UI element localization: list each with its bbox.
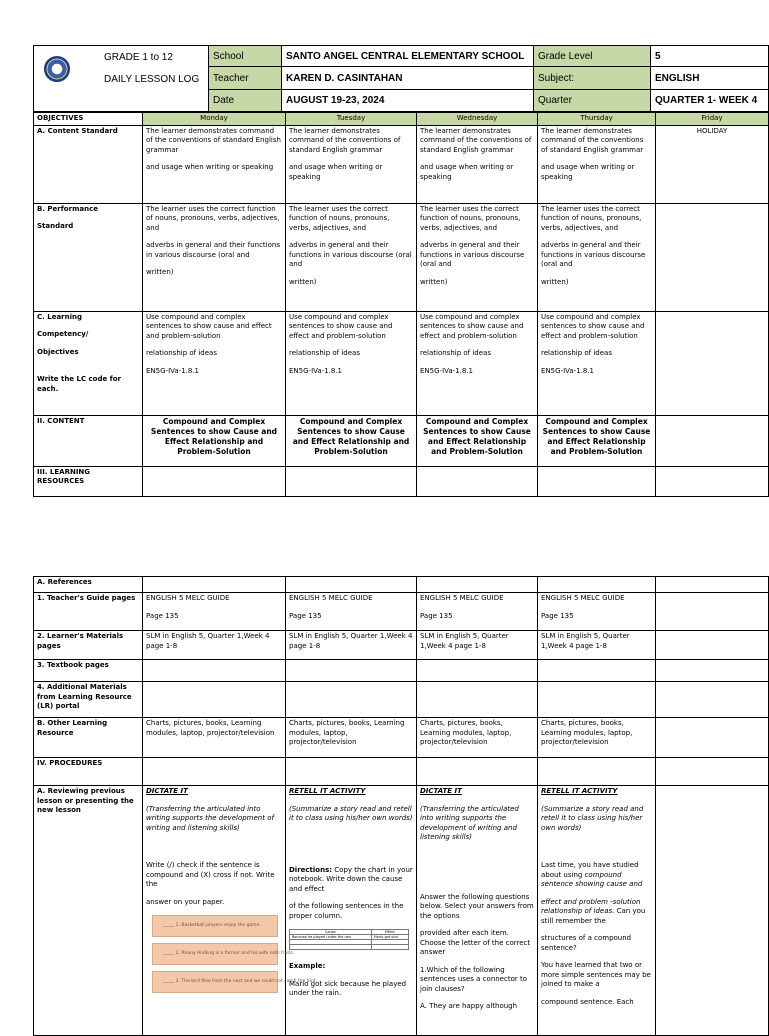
competency-thu xyxy=(538,311,656,415)
review-wed-p4: A. They are happy although xyxy=(420,1002,518,1010)
ref-wed xyxy=(417,577,538,593)
cs-text: and usage when writing or speaking xyxy=(146,163,274,171)
lm-tue: SLM in English 5, Quarter 1,Week 4 page 1-8 xyxy=(286,631,417,660)
sentence-strip: _____ 3. The bird flew from the nest and we could not catch the bird. xyxy=(152,971,278,993)
lc-label-3: Objectives xyxy=(37,347,79,356)
sentence-strip: _____ 2. Rhony Andling is a farmer and his wife sells fruits. xyxy=(152,943,278,965)
am-tue xyxy=(286,682,417,718)
review-tue-desc: (Summarize a story read and retell it to class using his/her own words) xyxy=(289,804,413,822)
performance-thu xyxy=(538,203,656,311)
thu-p2a: effect and problem -solution relationship of ideas. xyxy=(541,897,641,915)
chart-effect: Mario got sick xyxy=(371,935,408,940)
date-value: AUGUST 19-23, 2024 xyxy=(282,90,534,112)
review-thu-p5: compound sentence. Each xyxy=(541,997,634,1006)
or-wed: Charts, pictures, books, Learning modules, laptop, projector/television xyxy=(417,718,538,758)
ps-label-1: B. Performance xyxy=(37,204,98,213)
lc-text: Use compound and complex sentences to show cause and effect and problem-solution xyxy=(541,312,645,340)
lm-thu: SLM in English 5, Quarter 1,Week 4 page 1-8 xyxy=(538,631,656,660)
pr-fri xyxy=(656,758,769,786)
content-standard-tue xyxy=(286,125,417,203)
review-wed-title: DICTATE IT xyxy=(420,787,462,795)
header-logo-cell xyxy=(34,46,209,112)
holiday-cell: HOLIDAY xyxy=(656,125,769,203)
tg-title: ENGLISH 5 MELC GUIDE xyxy=(541,594,625,602)
tg-page: Page 135 xyxy=(541,611,574,620)
teachers-guide-label: 1. Teacher's Guide pages xyxy=(34,593,143,631)
chart-header-effect: Effect xyxy=(371,930,408,935)
or-mon: Charts, pictures, books, Learning modules, laptop, projector/television xyxy=(143,718,286,758)
tg-title: ENGLISH 5 MELC GUIDE xyxy=(146,594,230,602)
review-thu-p2 xyxy=(541,898,652,927)
subject-value: ENGLISH xyxy=(651,67,769,90)
ref-tue xyxy=(286,577,417,593)
am-thu xyxy=(538,682,656,718)
deped-seal-icon xyxy=(44,56,70,82)
ps-text: The learner uses the correct function of nouns, pronouns, verbs, adjectives, and xyxy=(541,204,642,232)
procedures-label: IV. PROCEDURES xyxy=(34,758,143,786)
day-wednesday: Wednesday xyxy=(417,113,538,126)
day-thursday: Thursday xyxy=(538,113,656,126)
content-standard-label: A. Content Standard xyxy=(34,125,143,203)
ref-mon xyxy=(143,577,286,593)
ps-label-2: Standard xyxy=(37,222,74,230)
performance-mon xyxy=(143,203,286,311)
school-value: SANTO ANGEL CENTRAL ELEMENTARY SCHOOL xyxy=(282,46,534,67)
ps-text: The learner uses the correct function of nouns, pronouns, verbs, adjectives, and xyxy=(146,204,280,232)
review-tue-title: RETELL IT ACTIVITY xyxy=(289,787,366,795)
header-table xyxy=(33,45,769,112)
school-label: School xyxy=(209,46,282,67)
tg-tue xyxy=(286,593,417,631)
lc-code: EN5G-IVa-1.8.1 xyxy=(289,366,342,375)
objectives-table xyxy=(33,112,769,497)
tb-mon xyxy=(143,660,286,682)
ps-text: adverbs in general and their functions in various discourse (oral and xyxy=(289,241,412,268)
ps-text: adverbs in general and their functions in various discourse (oral and xyxy=(146,241,280,259)
pr-mon xyxy=(143,758,286,786)
quarter-value: QUARTER 1- WEEK 4 xyxy=(651,90,769,112)
lm-mon: SLM in English 5, Quarter 1,Week 4 page 1-8 xyxy=(143,631,286,660)
performance-fri xyxy=(656,203,769,311)
additional-materials-label: 4. Additional Materials from Learning Resource (LR) portal xyxy=(34,682,143,718)
example-label: Example: xyxy=(289,962,326,970)
tg-title: ENGLISH 5 MELC GUIDE xyxy=(420,594,504,602)
competency-wed xyxy=(417,311,538,415)
review-mon-title: DICTATE IT xyxy=(146,787,188,795)
review-thu-desc: (Summarize a story read and retell it to class using his/her own words) xyxy=(541,804,644,832)
example-text: Mario got sick because he played under the rain. xyxy=(289,979,407,997)
teacher-label: Teacher xyxy=(209,67,282,90)
cs-text: The learner demonstrates command of the conventions of standard English grammar xyxy=(146,126,281,154)
content-standard-wed xyxy=(417,125,538,203)
tb-wed xyxy=(417,660,538,682)
lc-label-1: C. Learning xyxy=(37,312,82,321)
chart-header-cause: Cause xyxy=(290,930,372,935)
tg-wed xyxy=(417,593,538,631)
lr-wed xyxy=(417,466,538,496)
day-monday: Monday xyxy=(143,113,286,126)
performance-tue xyxy=(286,203,417,311)
grade-level-value: 5 xyxy=(651,46,769,67)
review-thu-p1 xyxy=(541,861,652,890)
lc-text: Use compound and complex sentences to show cause and effect and problem-solution xyxy=(146,312,272,340)
lc-code: EN5G-IVa-1.8.1 xyxy=(420,366,473,375)
cs-text: and usage when writing or speaking xyxy=(289,163,383,181)
day-friday: Friday xyxy=(656,113,769,126)
cs-text: The learner demonstrates command of the conventions of standard English grammar xyxy=(289,126,401,154)
thu-p2b: Can you still remember the xyxy=(541,907,646,925)
review-thu-p4: You have learned that two or more simple sentences may be joined to make a xyxy=(541,961,651,988)
references-label: A. References xyxy=(34,577,143,593)
review-wed-p3: 1.Which of the following sentences uses a connector to join clauses? xyxy=(420,965,527,993)
content-tue: Compound and Complex Sentences to show Cause and Effect Relationship and Problem-Solution xyxy=(286,415,417,466)
date-label: Date xyxy=(209,90,282,112)
review-tue-directions xyxy=(289,866,413,895)
lc-text: relationship of ideas xyxy=(289,349,360,357)
chart-cause: Because he played under the rain xyxy=(290,935,372,940)
am-fri xyxy=(656,682,769,718)
performance-wed xyxy=(417,203,538,311)
cs-text: and usage when writing or speaking xyxy=(420,163,514,181)
content-label: II. CONTENT xyxy=(34,415,143,466)
cs-text: and usage when writing or speaking xyxy=(541,163,635,181)
or-tue: Charts, pictures, books, Learning modules, laptop, projector/television xyxy=(286,718,417,758)
content-mon: Compound and Complex Sentences to show Cause and Effect Relationship and Problem-Solution xyxy=(143,415,286,466)
lc-text: Use compound and complex sentences to show cause and effect and problem-solution xyxy=(420,312,524,340)
competency-tue xyxy=(286,311,417,415)
review-mon-p2: answer on your paper. xyxy=(146,897,225,906)
directions-label: Directions: xyxy=(289,865,333,874)
grade-line: GRADE 1 to 12 xyxy=(104,52,173,63)
grade-level-label: Grade Level xyxy=(534,46,651,67)
ref-fri xyxy=(656,577,769,593)
tb-fri xyxy=(656,660,769,682)
learning-resources-label: III. LEARNING RESOURCES xyxy=(34,466,143,496)
tg-page: Page 135 xyxy=(420,611,453,620)
tb-tue xyxy=(286,660,417,682)
or-fri xyxy=(656,718,769,758)
ps-text: The learner uses the correct function of nouns, pronouns, verbs, adjectives, and xyxy=(420,204,521,232)
tg-title: ENGLISH 5 MELC GUIDE xyxy=(289,594,373,602)
ps-text: written) xyxy=(289,277,317,286)
thu-p1b: compound sentence showing cause and xyxy=(541,870,643,888)
lc-code: EN5G-IVa-1.8.1 xyxy=(541,366,594,375)
ps-text: written) xyxy=(146,268,174,276)
competency-label xyxy=(34,311,143,415)
cs-text: The learner demonstrates command of the conventions of standard English grammar xyxy=(420,126,532,154)
lc-code: EN5G-IVa-1.8.1 xyxy=(146,366,199,375)
lc-text: relationship of ideas xyxy=(146,349,217,357)
review-thu xyxy=(538,786,656,1036)
textbook-label: 3. Textbook pages xyxy=(34,660,143,682)
subject-label: Subject: xyxy=(534,67,651,90)
pr-tue xyxy=(286,758,417,786)
chart-empty xyxy=(371,945,408,950)
tg-page: Page 135 xyxy=(146,611,179,620)
learners-materials-label: 2. Learner's Materials pages xyxy=(34,631,143,660)
lr-tue xyxy=(286,466,417,496)
tg-mon xyxy=(143,593,286,631)
review-fri xyxy=(656,786,769,1036)
thu-p1a: Last time, you have studied about using xyxy=(541,861,639,879)
ps-text: written) xyxy=(541,277,569,286)
directions-text: Copy the chart in your notebook. Write down the cause and effect xyxy=(289,865,413,893)
review-wed-p2: provided after each item. Choose the letter of the correct answer xyxy=(420,929,531,956)
review-thu-title: RETELL IT ACTIVITY xyxy=(541,787,618,795)
review-wed xyxy=(417,786,538,1036)
review-thu-p3: structures of a compound sentence? xyxy=(541,934,632,952)
competency-fri xyxy=(656,311,769,415)
review-mon-p1: Write (/) check if the sentence is compound and (X) cross if not. Write the xyxy=(146,861,275,888)
pr-thu xyxy=(538,758,656,786)
am-mon xyxy=(143,682,286,718)
review-mon-desc: (Transferring the articulated into writing supports the development of writing and listening skills) xyxy=(146,804,274,832)
am-wed xyxy=(417,682,538,718)
ps-text: adverbs in general and their functions in various discourse (oral and xyxy=(420,241,525,268)
pr-wed xyxy=(417,758,538,786)
review-tue-p2: of the following sentences in the proper column. xyxy=(289,902,404,920)
lc-text: relationship of ideas xyxy=(420,349,491,357)
review-tue xyxy=(286,786,417,1036)
tg-thu xyxy=(538,593,656,631)
content-thu: Compound and Complex Sentences to show Cause and Effect Relationship and Problem-Solution xyxy=(538,415,656,466)
tg-fri xyxy=(656,593,769,631)
cause-effect-chart xyxy=(289,929,409,950)
review-wed-p1: Answer the following questions below. Select your answers from the options xyxy=(420,892,534,920)
performance-standard-label xyxy=(34,203,143,311)
content-wed: Compound and Complex Sentences to show Cause and Effect Relationship and Problem-Solution xyxy=(417,415,538,466)
lr-thu xyxy=(538,466,656,496)
reviewing-label: A. Reviewing previous lesson or presenting the new lesson xyxy=(34,786,143,1036)
ps-text: adverbs in general and their functions in various discourse (oral and xyxy=(541,241,646,268)
teacher-value: KAREN D. CASINTAHAN xyxy=(282,67,534,90)
ps-text: written) xyxy=(420,277,448,286)
other-resources-label: B. Other Learning Resource xyxy=(34,718,143,758)
lc-text: Use compound and complex sentences to show cause and effect and problem-solution xyxy=(289,312,393,340)
lr-fri xyxy=(656,466,769,496)
quarter-label: Quarter xyxy=(534,90,651,112)
or-thu: Charts, pictures, books, Learning modules, laptop, projector/television xyxy=(538,718,656,758)
chart-empty xyxy=(290,945,372,950)
content-standard-mon xyxy=(143,125,286,203)
ref-thu xyxy=(538,577,656,593)
content-fri xyxy=(656,415,769,466)
tg-page: Page 135 xyxy=(289,611,322,620)
lc-text: relationship of ideas xyxy=(541,349,612,357)
ps-text: The learner uses the correct function of nouns, pronouns, verbs, adjectives, and xyxy=(289,204,390,232)
review-wed-desc: (Transferring the articulated into writing supports the development of writing and listening skills) xyxy=(420,804,519,841)
lm-wed: SLM in English 5, Quarter 1,Week 4 page 1-8 xyxy=(417,631,538,660)
resources-procedures-table xyxy=(33,576,769,1036)
content-standard-thu xyxy=(538,125,656,203)
sentence-strip: _____ 1. Basketball players enjoy the game. xyxy=(152,915,278,937)
lc-label-4: Write the LC code for each. xyxy=(37,375,121,393)
lc-label-2: Competency/ xyxy=(37,330,89,338)
lr-mon xyxy=(143,466,286,496)
competency-mon xyxy=(143,311,286,415)
lm-fri xyxy=(656,631,769,660)
log-title: DAILY LESSON LOG xyxy=(104,74,200,85)
objectives-label: OBJECTIVES xyxy=(34,113,143,126)
tb-thu xyxy=(538,660,656,682)
day-tuesday: Tuesday xyxy=(286,113,417,126)
cs-text: The learner demonstrates command of the conventions of standard English grammar xyxy=(541,126,644,154)
